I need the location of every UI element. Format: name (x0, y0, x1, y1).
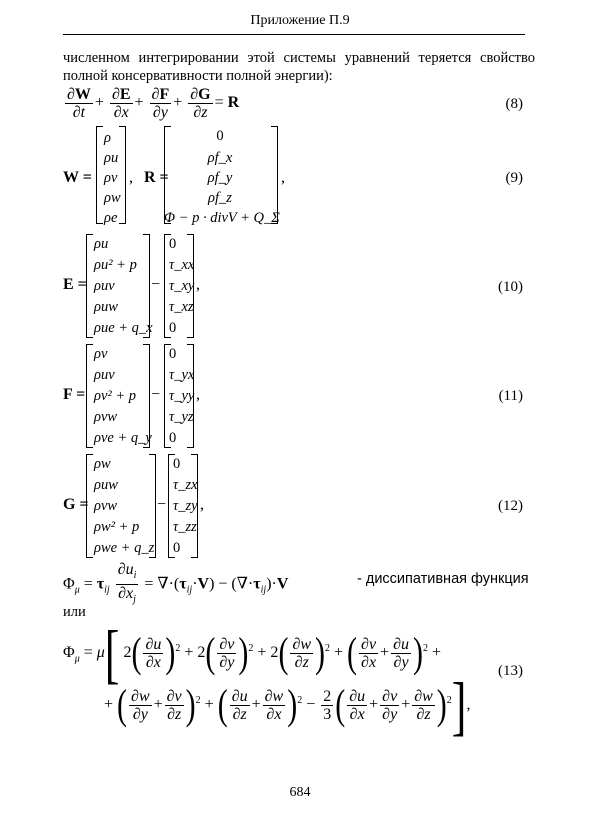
G-row-5: ρwe + q_z (94, 540, 155, 556)
equation-13-line-2: + ( $\frac{\partial w}{\partial y}$ + $\frac{\partial v}{\partial z}$ )$^2$ + ( $\frac{\partial u}{\partial z}$ + $\frac{\partial w}{\partial x}$ )$^2$ − $\frac{2}{3}$ ( $\frac{\partial u}{\partial x}$ + $\frac{\partial v}{\partial y}$ + $\frac{\partial w}{\partial z}$ )$^2$], (104, 668, 471, 743)
label-W: W = (63, 169, 92, 186)
page-number: 684 (289, 785, 311, 800)
Gt-row-5: 0 (173, 540, 181, 556)
minus: − (151, 386, 161, 403)
F-row-5: ρve + q_y (94, 430, 152, 446)
Et-row-4: τ_xz (169, 299, 194, 315)
equation-8: $\frac{\partial W}{\partial t}$ + $\frac{\partial E}{\partial x}$ + $\frac{\partial F}{\partial y}$ + $\frac{\partial G}{\partial z}$ = R (67, 86, 240, 121)
dissipation-equation: $\Phi_\mu = \tau_{ij}$ $\frac{\partial u_i}{\partial x_j}$ = $\nabla\cdot(\tau_{ij}\cdot V) - (\nabla\cdot\tau_{ij})\cdot V$ (63, 561, 289, 606)
Ft-row-3: τ_yy (169, 388, 195, 404)
G-row-3: ρvw (94, 498, 118, 514)
Ft-row-2: τ_yx (169, 367, 195, 383)
E-row-3: ρuv (94, 278, 115, 294)
E-row-1: ρu (94, 236, 109, 252)
F-row-2: ρuv (94, 367, 115, 383)
F-row-3: ρv² + p (94, 388, 137, 404)
Et-row-1: 0 (169, 236, 177, 252)
equation-number-11: (11) (498, 388, 523, 404)
label-E: E = (63, 276, 87, 293)
Gt-row-4: τ_zz (173, 519, 197, 535)
intro-line-1: численном интегрировании этой системы уравнений теряется свойство (63, 50, 535, 66)
comma: , (196, 386, 200, 403)
header-rule (63, 34, 525, 35)
equation-number-13: (13) (498, 663, 523, 679)
comma: , (129, 169, 133, 186)
E-row-2: ρu² + p (94, 257, 137, 273)
or-word: или (63, 604, 86, 620)
W-row-1: ρ (104, 130, 111, 146)
G-row-4: ρw² + p (94, 519, 140, 535)
R-row-3: ρf_y (207, 170, 233, 186)
E-row-5: ρue + q_x (94, 320, 153, 336)
page-header: Приложение П.9 (250, 13, 350, 28)
Gt-row-1: 0 (173, 456, 181, 472)
W-row-4: ρw (104, 190, 121, 206)
comma: , (200, 496, 204, 513)
equation-13-line-1: $\Phi_\mu = \mu$[ 2( $\frac{\partial u}{\partial x}$ )$^2$ + 2( $\frac{\partial v}{\partial y}$ )$^2$ + 2( $\frac{\partial w}{\partial z}$ )$^2$ + ( $\frac{\partial v}{\partial x}$ + $\frac{\partial u}{\partial y}$ )$^2$ + (63, 616, 442, 691)
Gt-row-2: τ_zx (173, 477, 198, 493)
R-row-4: ρf_z (208, 190, 232, 206)
R-row-5: Φ − p · divV + Q_Σ (164, 210, 280, 226)
equation-number-12: (12) (498, 498, 523, 514)
F-row-4: ρvw (94, 409, 118, 425)
equation-number-8: (8) (505, 96, 523, 112)
E-row-4: ρuw (94, 299, 118, 315)
Ft-row-1: 0 (169, 346, 177, 362)
G-row-2: ρuw (94, 477, 118, 493)
intro-line-2: полной консервативности полной энергии): (63, 68, 333, 84)
Ft-row-4: τ_yz (169, 409, 194, 425)
Ft-row-5: 0 (169, 430, 177, 446)
G-row-1: ρw (94, 456, 111, 472)
Et-row-2: τ_xx (169, 257, 195, 273)
W-row-5: ρe (104, 210, 118, 226)
F-row-1: ρv (94, 346, 108, 362)
comma: , (196, 276, 200, 293)
equation-number-9: (9) (505, 170, 523, 186)
dissipation-label: - диссипативная функция (357, 571, 529, 587)
Et-row-3: τ_xy (169, 278, 195, 294)
minus: − (157, 496, 167, 513)
label-F: F = (63, 386, 86, 403)
label-G: G = (63, 496, 89, 513)
comma: , (281, 169, 285, 186)
R-row-2: ρf_x (207, 150, 233, 166)
Gt-row-3: τ_zy (173, 498, 198, 514)
minus: − (151, 276, 161, 293)
W-row-3: ρv (104, 170, 118, 186)
equation-number-10: (10) (498, 279, 523, 295)
W-row-2: ρu (104, 150, 119, 166)
Et-row-5: 0 (169, 320, 177, 336)
R-row-1: 0 (216, 128, 224, 144)
label-R: R = (144, 169, 169, 186)
